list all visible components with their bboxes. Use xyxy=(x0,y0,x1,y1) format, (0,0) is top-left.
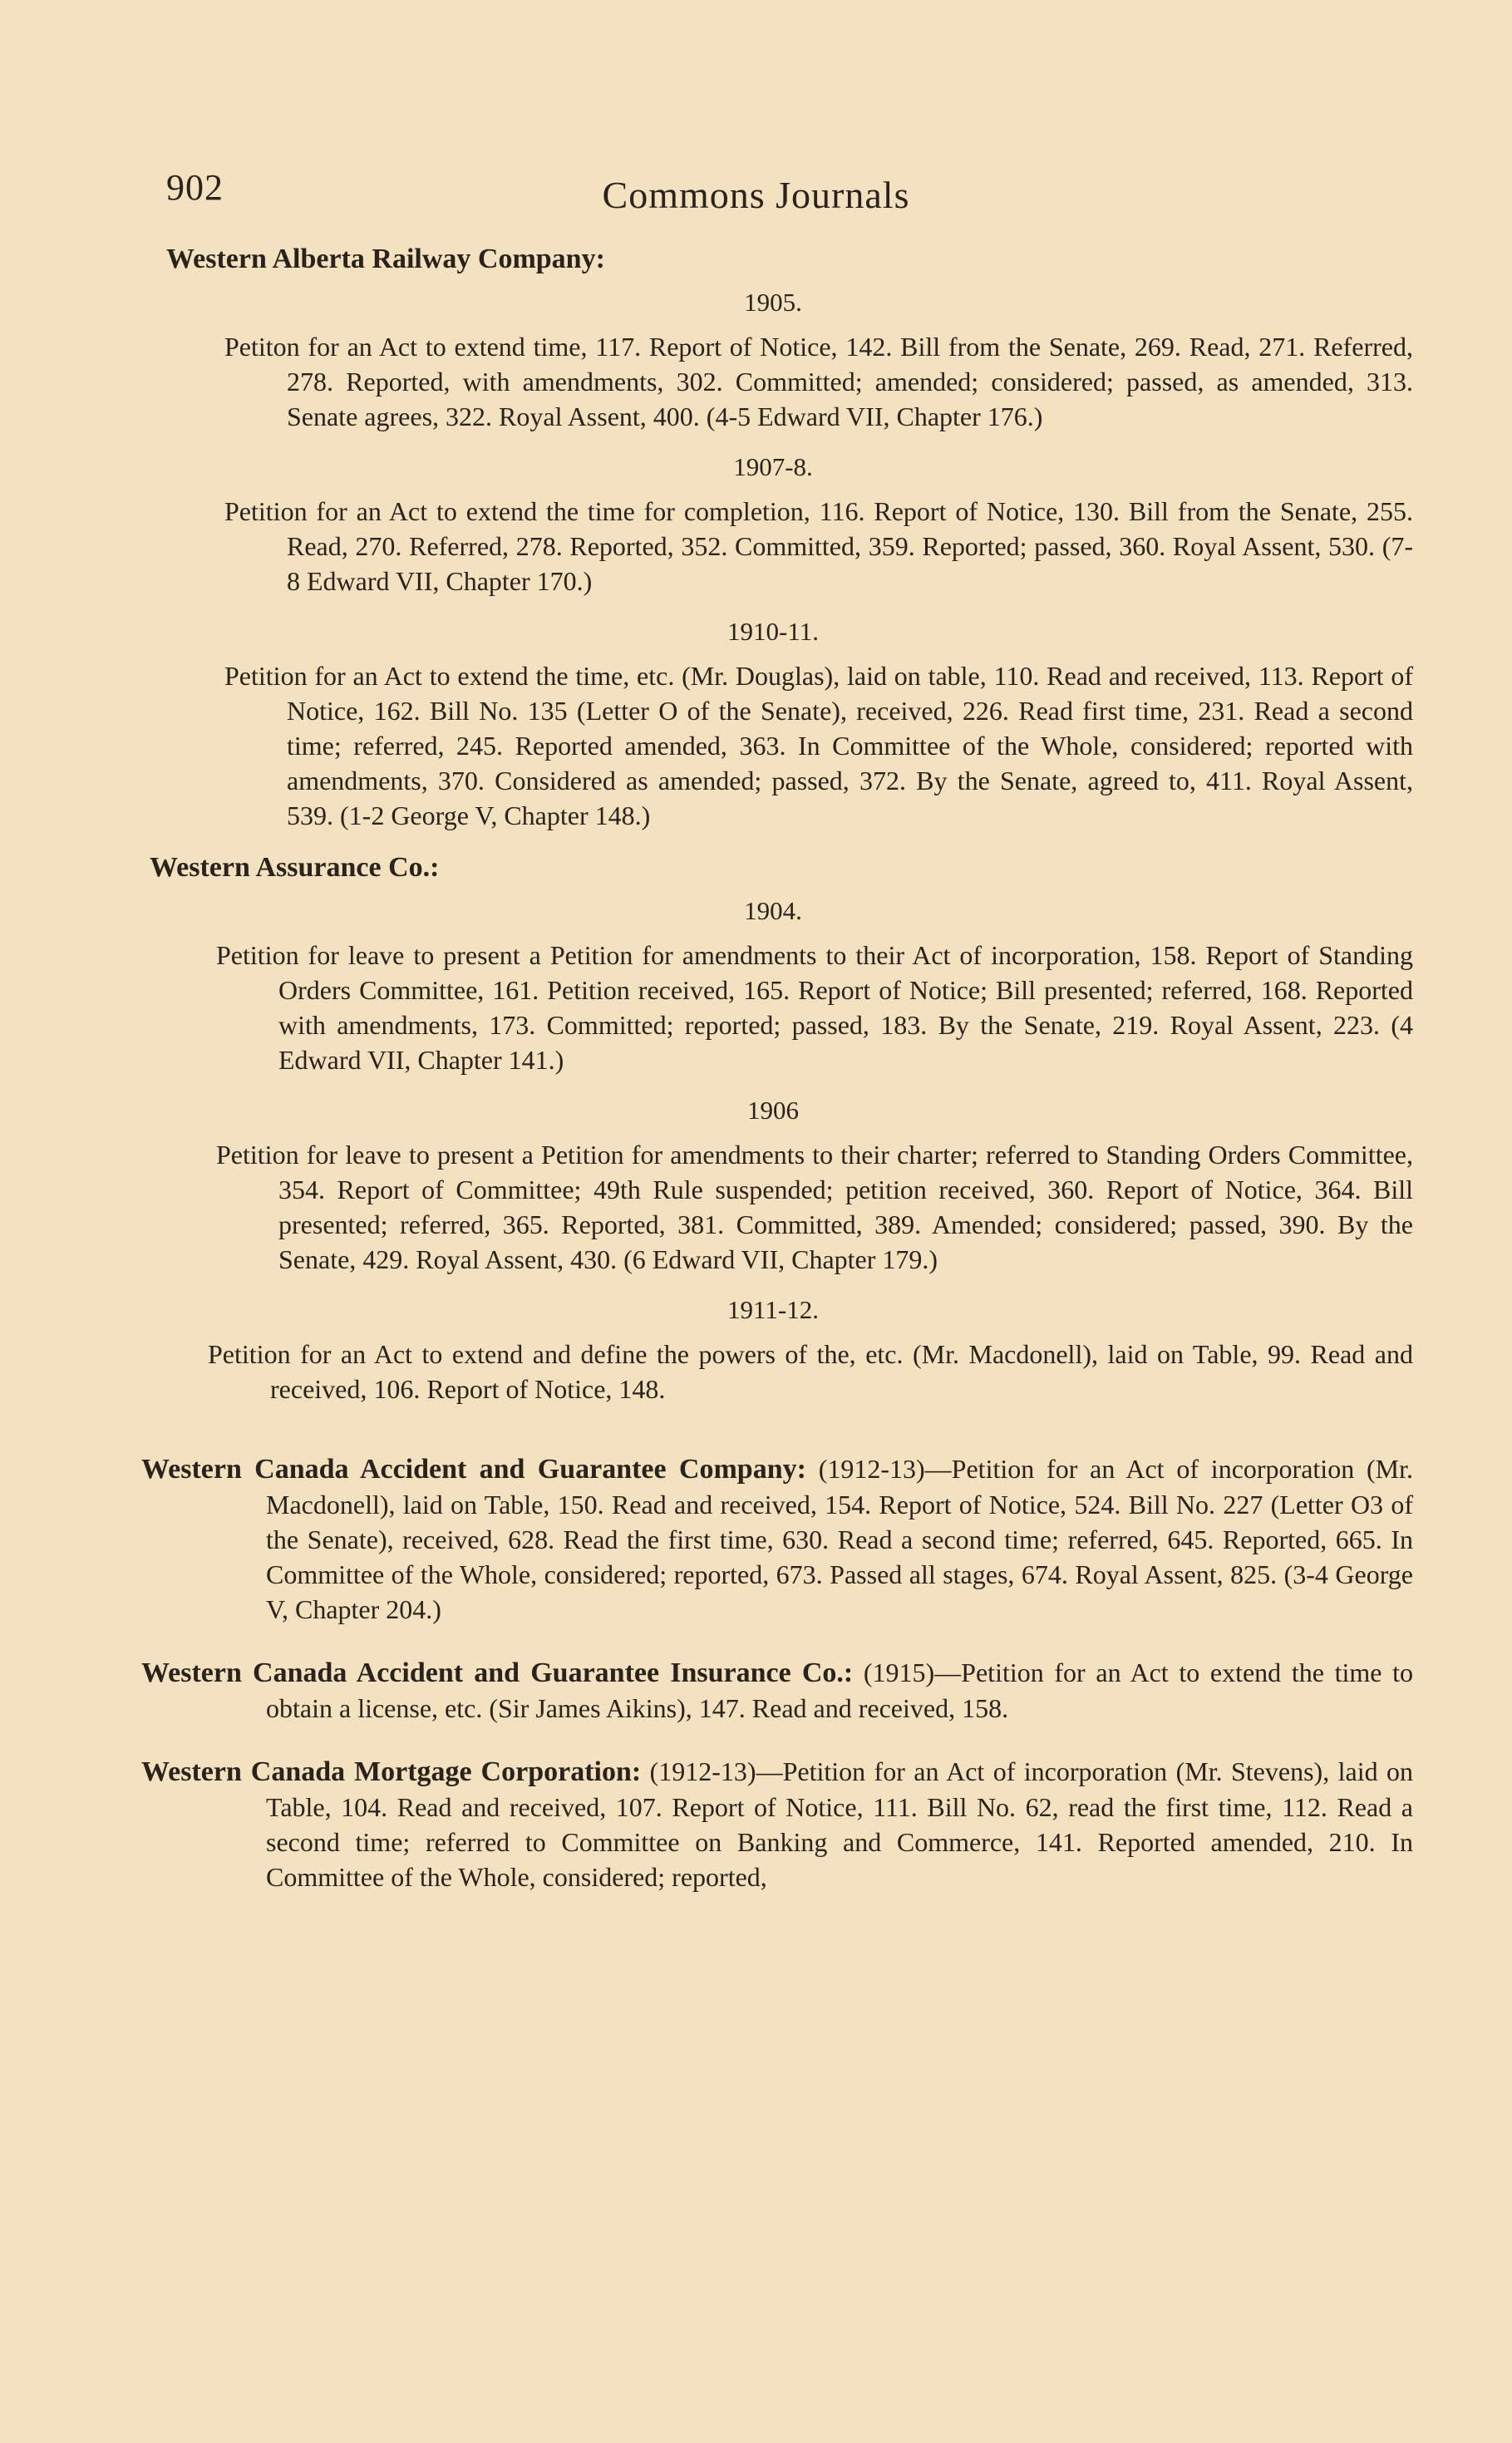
session-year: 1910-11. xyxy=(727,617,819,646)
session-year: 1911-12. xyxy=(727,1295,819,1324)
entry-western-alberta-railway xyxy=(133,241,1413,833)
entry-paragraph: Petition for an Act to extend the time, etc. (Mr. Douglas), laid on table, 110. Read and received, 113. Report of Notice, 162. Bill No. 135 (Letter O of the Senate), received, 226. Read first time, 231. Read a second time; referred, 245. Reported amended, 363. In Committee of the Whole, considered; reported with amendments, 370. Considered as amended; passed, 372. By the Senate, agreed to, 411. Royal Assent, 539. (1-2 George V, Chapter 148.) xyxy=(224,661,1413,830)
entry-paragraph: Petiton for an Act to extend time, 117. Report of Notice, 142. Bill from the Senate, 269. Read, 271. Referred, 278. Reported, with amendments, 302. Committed; amended; considered; passed, as amended, 313. Senate agrees, 322. Royal Assent, 400. (4-5 Edward VII, Chapter 176.) xyxy=(224,332,1413,431)
entry-heading: Western Canada Accident and Guarantee Insurance Co.: xyxy=(141,1657,854,1688)
entry-western-canada-accident-guarantee-insurance xyxy=(141,1655,1413,1726)
entry-heading: Western Assurance Co.: xyxy=(150,852,440,883)
entry-text: (1912-13)—Petition for an Act of incorporation (Mr. Macdonell), laid on Table, 150. Read and received, 154. Report of Notice, 524. Bill No. 227 (Letter O3 of the Senate), received, 628. Read the first time, 630. Read a second time; referred, 645. Reported, 665. In Committee of the Whole, considered; reported, 673. Passed all stages, 674. Royal Assent, 825. (3-4 George V, Chapter 204.) xyxy=(266,1454,1413,1624)
entry-paragraph: Petition for an Act to extend the time for completion, 116. Report of Notice, 130. Bill from the Senate, 255. Read, 270. Referred, 278. Reported, 352. Committed, 359. Reported; passed, 360. Royal Assent, 530. (7-8 Edward VII, Chapter 170.) xyxy=(224,496,1413,596)
entry-heading: Western Alberta Railway Company: xyxy=(166,244,605,274)
session-year: 1906 xyxy=(747,1096,799,1125)
entry-western-canada-mortgage xyxy=(141,1754,1413,1894)
session-year: 1905. xyxy=(744,288,802,317)
entry-text: (1915)—Petition for an Act to extend the time to obtain a license, etc. (Sir James Aikins), 147. Read and received, 158. xyxy=(266,1657,1413,1723)
entry-text: (1912-13)—Petition for an Act of incorporation (Mr. Stevens), laid on Table, 104. Read and received, 107. Report of Notice, 111. Bill No. 62, read the first time, 112. Read a second time; referred to Committee on Banking and Commerce, 141. Reported amended, 210. In Committee of the Whole, considered; reported, xyxy=(266,1756,1413,1892)
entry-western-assurance xyxy=(133,850,1413,1406)
running-head: Commons Journals xyxy=(602,174,910,216)
entry-heading: Western Canada Accident and Guarantee Company: xyxy=(141,1454,806,1485)
entry-paragraph: Petition for leave to present a Petition for amendments to their charter; referred to Standing Orders Committee, 354. Report of Committee; 49th Rule suspended; petition received, 360. Report of Notice, 364. Bill presented; referred, 365. Reported, 381. Committed, 389. Amended; considered; passed, 390. By the Senate, 429. Royal Assent, 430. (6 Edward VII, Chapter 179.) xyxy=(216,1140,1413,1274)
entry-paragraph: Petition for leave to present a Petition for amendments to their Act of incorporation, 158. Report of Standing Orders Committee, 161. Petition received, 165. Report of Notice; Bill presented; referred, 168. Reported with amendments, 173. Committed; reported; passed, 183. By the Senate, 219. Royal Assent, 223. (4 Edward VII, Chapter 141.) xyxy=(216,940,1413,1075)
session-year: 1907-8. xyxy=(733,452,813,481)
entry-heading: Western Canada Mortgage Corporation: xyxy=(141,1756,642,1787)
entry-paragraph: Petition for an Act to extend and define the powers of the, etc. (Mr. Macdonell), laid on Table, 99. Read and received, 106. Report of Notice, 148. xyxy=(208,1339,1413,1404)
index-body xyxy=(133,241,1413,1894)
entry-western-canada-accident-guarantee-company xyxy=(141,1451,1413,1627)
page-number: 902 xyxy=(166,167,224,208)
session-year: 1904. xyxy=(744,896,802,925)
